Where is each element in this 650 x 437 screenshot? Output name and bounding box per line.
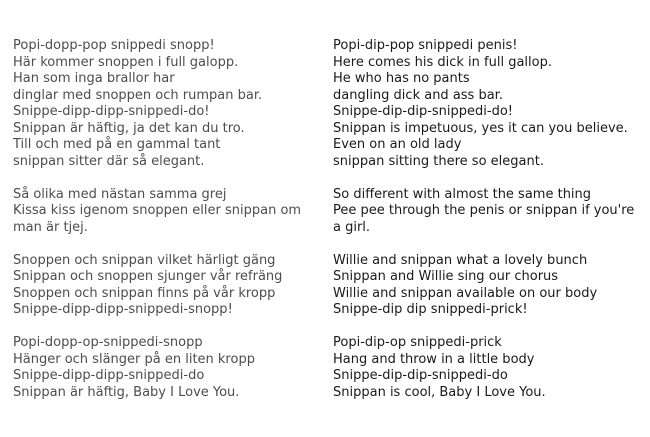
lyric-line: Even on an old lady [333,137,462,152]
english-stanza-2 [333,187,645,237]
lyric-line: Snippan och snoppen sjunger vår refräng [13,269,283,284]
lyric-line: Så olika med nästan samma grej [13,186,227,202]
lyric-line: Snippe-dip-dip-snippedi-do [333,368,508,383]
lyric-line: Snippe-dip-dip-snippedi-do! [333,104,514,119]
swedish-lyrics-column [13,38,325,418]
lyric-line: Snippan är häftig, Baby I Love You. [13,384,240,400]
lyric-line: Hang and throw in a little body [333,351,535,367]
lyric-line: snippan sitter där så elegant. [13,153,205,169]
swedish-stanza-1 [13,38,325,170]
english-lyrics-column [333,38,645,418]
lyric-line: Snippan is cool, Baby I Love You. [333,384,546,400]
lyric-line: Here comes his dick in full gallop. [333,54,552,70]
swedish-stanza-4 [13,335,325,401]
lyric-line: dangling dick and ass bar. [333,87,503,103]
lyric-line: Willie and snippan what a lovely bunch [333,252,588,268]
english-stanza-4 [333,335,645,401]
lyric-line: Popi-dopp-pop snippedi snopp! [13,38,215,53]
lyric-line: Kissa kiss igenom snoppen eller snippan om man är tjej. [13,203,302,235]
english-stanza-1 [333,38,645,170]
swedish-stanza-2 [13,187,325,237]
lyric-line: Snoppen och snippan vilket härligt gäng [13,252,276,268]
lyric-line: Pee pee through the penis or snippan if you're a girl. [333,203,635,235]
lyric-line: Här kommer snoppen i full galopp. [13,54,239,70]
lyric-line: Han som inga brallor har [13,71,175,86]
lyric-line: Till och med på en gammal tant [13,137,221,152]
lyric-line: So different with almost the same thing [333,186,592,202]
lyric-line: Snoppen och snippan finns på vår kropp [13,285,276,301]
lyric-line: He who has no pants [333,71,470,86]
lyric-line: Snippan and Willie sing our chorus [333,269,559,284]
lyric-line: Snippe-dip dip snippedi-prick! [333,302,528,317]
lyric-line: Snippe-dipp-dipp-snippedi-do [13,368,205,383]
swedish-stanza-3 [13,253,325,319]
lyric-line: snippan sitting there so elegant. [333,153,544,169]
lyric-line: Snippan is impetuous, yes it can you believe. [333,120,628,136]
lyric-line: Snippan är häftig, ja det kan du tro. [13,120,245,136]
lyric-line: Popi-dopp-op-snippedi-snopp [13,335,203,350]
lyric-line: Snippe-dipp-dipp-snippedi-snopp! [13,302,233,317]
lyric-line: Willie and snippan available on our body [333,285,598,301]
lyric-line: Popi-dip-pop snippedi penis! [333,38,518,53]
lyric-line: dinglar med snoppen och rumpan bar. [13,87,263,103]
lyric-line: Popi-dip-op snippedi-prick [333,335,502,350]
lyric-line: Hänger och slänger på en liten kropp [13,351,255,367]
english-stanza-3 [333,253,645,319]
lyric-line: Snippe-dipp-dipp-snippedi-do! [13,104,210,119]
